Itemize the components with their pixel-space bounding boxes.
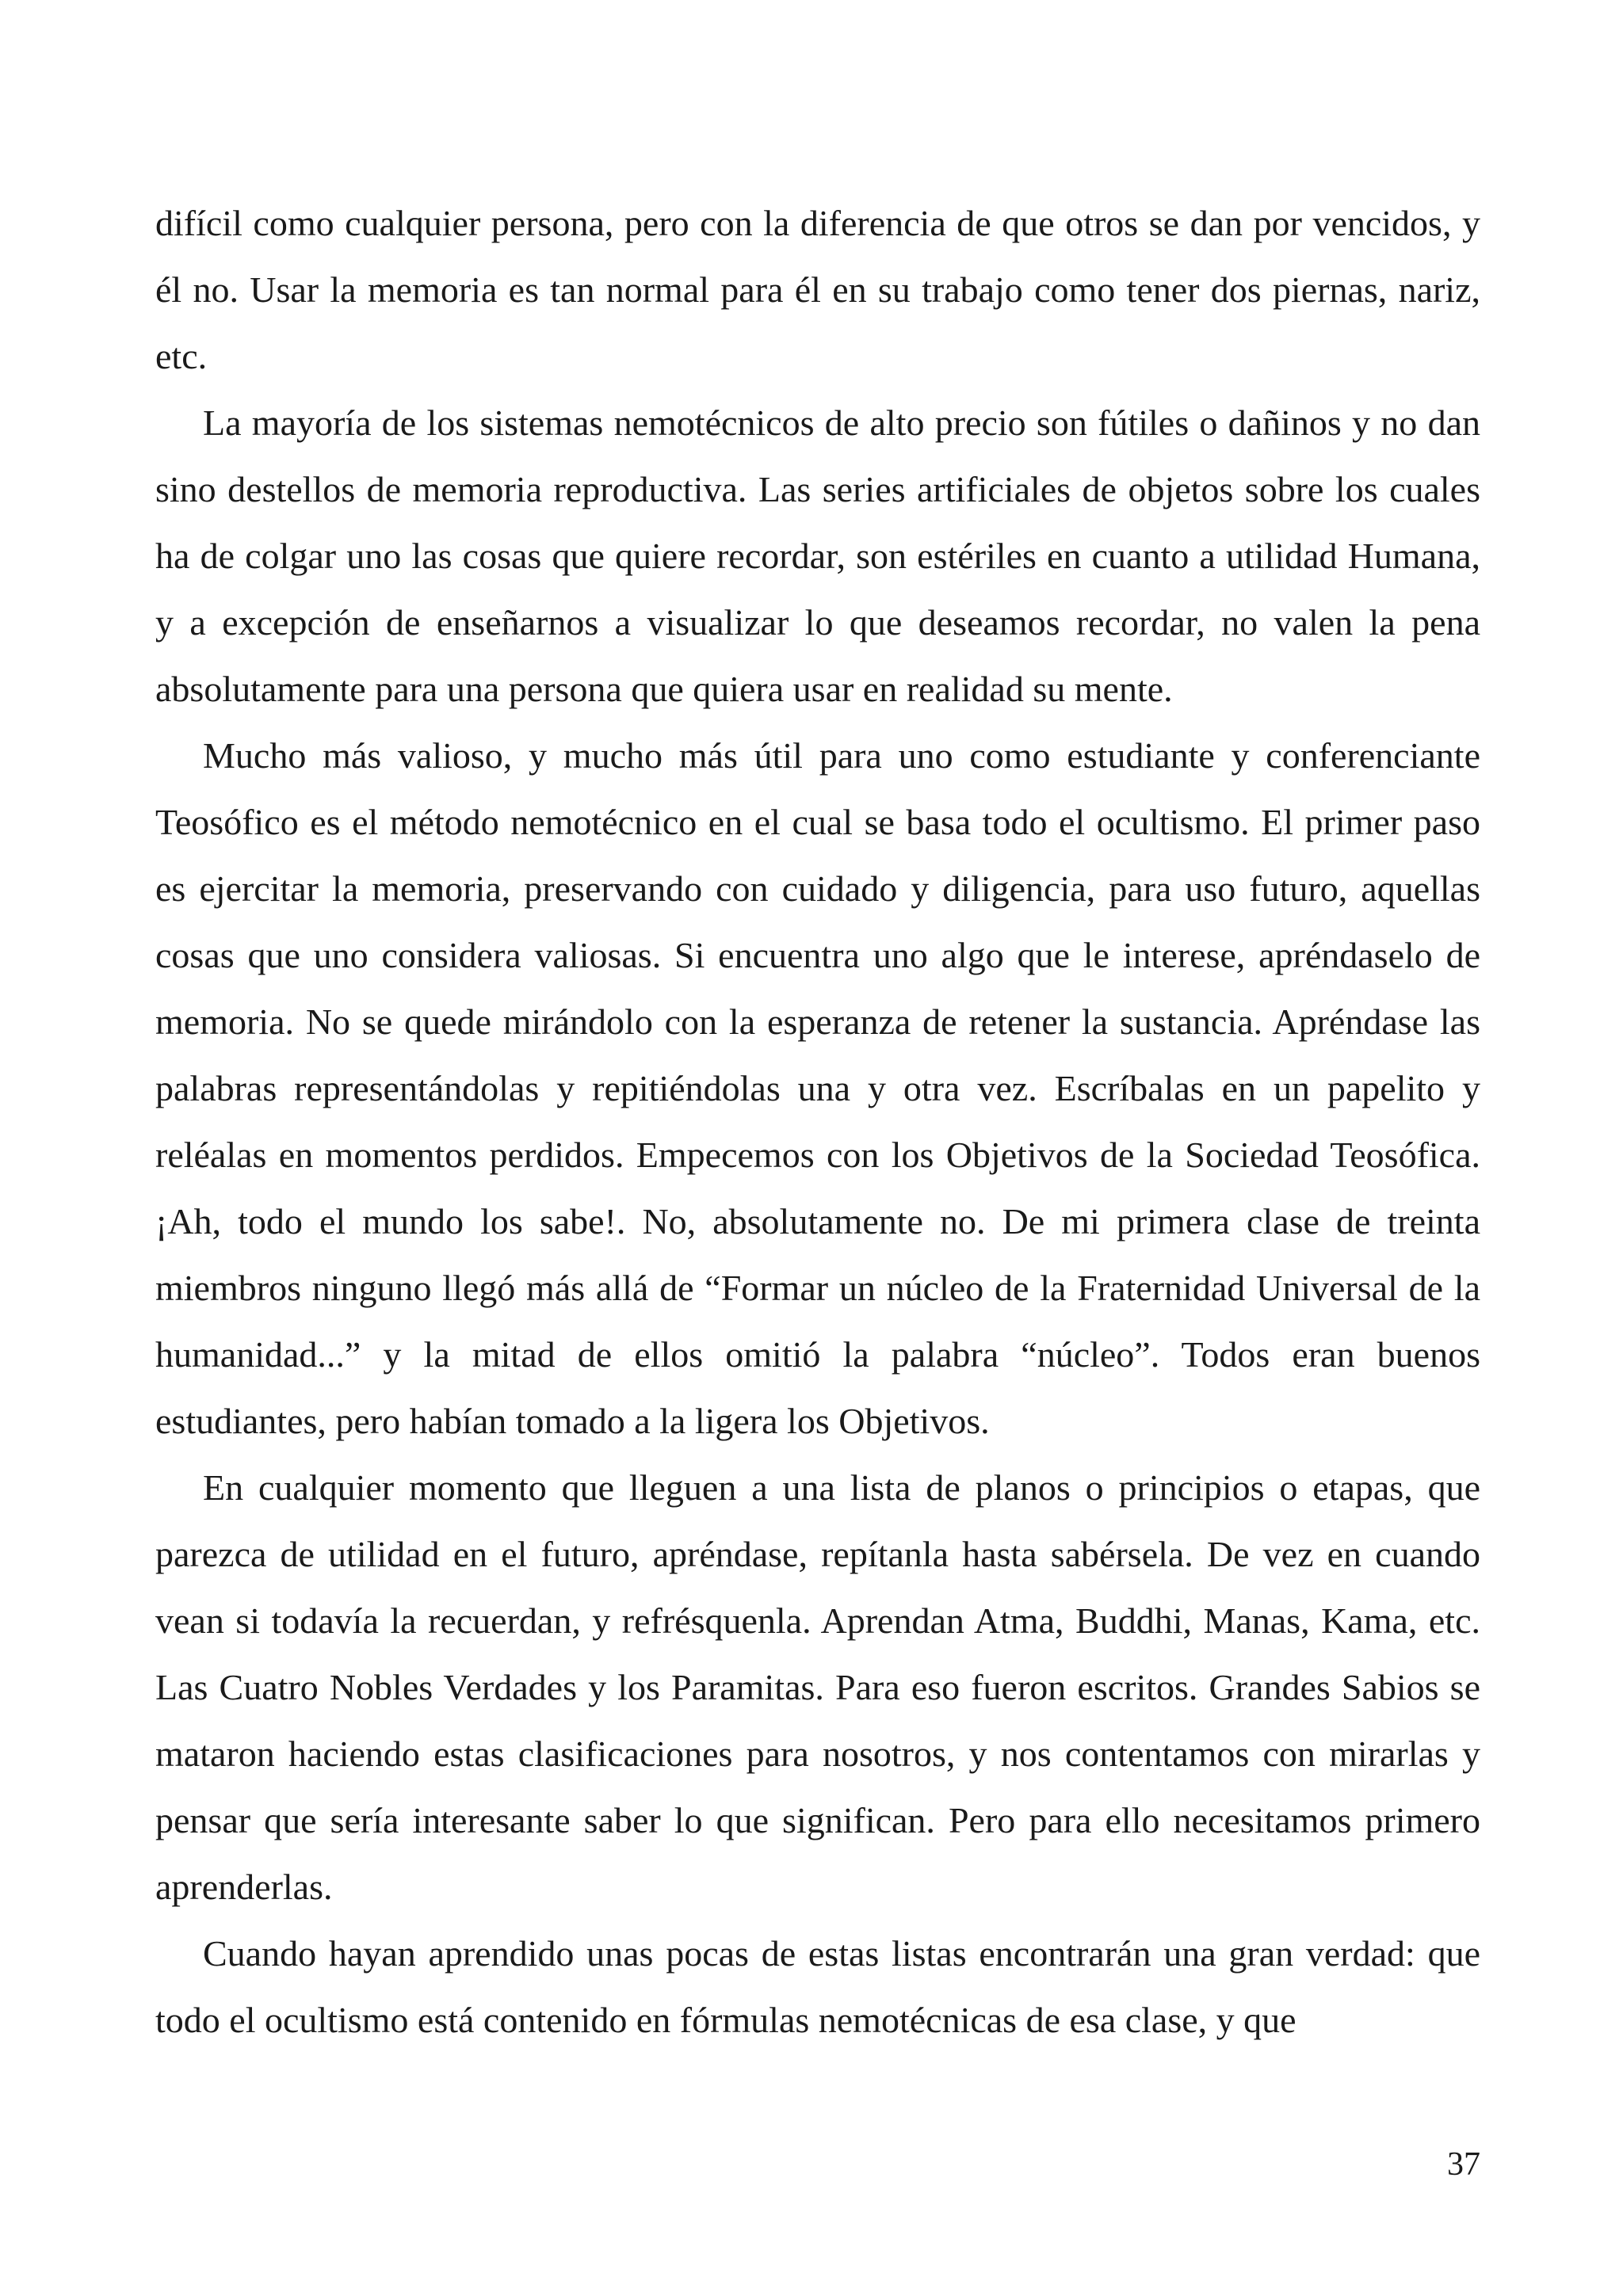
page-number: 37 [1447, 2146, 1480, 2183]
page-body [155, 190, 1480, 2054]
paragraph-4: En cualquier momento que lleguen a una lista de planos o principios o etapas, que parezca de utilidad en el futuro, apréndase, repítanla hasta sabérsela. De vez en cuando vean si todavía la recuerdan, y refrésquenla. Aprendan Atma, Buddhi, Manas, Kama, etc. Las Cuatro Nobles Verdades y los Paramitas. Para eso fueron escritos. Grandes Sabios se mataron haciendo estas clasificaciones para nosotros, y nos contentamos con mirarlas y pensar que sería interesante saber lo que significan. Pero para ello necesitamos primero aprenderlas. [155, 1467, 1480, 1907]
paragraph-3: Mucho más valioso, y mucho más útil para uno como estudiante y conferenciante Teosófico es el método nemotécnico en el cual se basa todo el ocultismo. El primer paso es ejercitar la memoria, preservando con cuidado y diligencia, para uso futuro, aquellas cosas que uno considera valiosas. Si encuentra uno algo que le interese, apréndaselo de memoria. No se quede mirándolo con la esperanza de retener la sustancia. Apréndase las palabras representándolas y repitiéndolas una y otra vez. Escríbalas en un papelito y reléalas en momentos perdidos. Empecemos con los Objetivos de la Sociedad Teosófica. ¡Ah, todo el mundo los sabe!. No, absolutamente no. De mi primera clase de treinta miembros ninguno llegó más allá de “Formar un núcleo de la Fraternidad Universal de la humanidad...” y la mitad de ellos omitió la palabra “núcleo”. Todos eran buenos estudiantes, pero habían tomado a la ligera los Objetivos. [155, 735, 1480, 1441]
paragraph-5: Cuando hayan aprendido unas pocas de estas listas encontrarán una gran verdad: que todo el ocultismo está contenido en fórmulas nemotécnicas de esa clase, y que [155, 1933, 1480, 2040]
paragraph-1: difícil como cualquier persona, pero con la diferencia de que otros se dan por vencidos, y él no. Usar la memoria es tan normal para él en su trabajo como tener dos piernas, nariz, etc. [155, 203, 1480, 376]
paragraph-2: La mayoría de los sistemas nemotécnicos de alto precio son fútiles o dañinos y no dan sino destellos de memoria reproductiva. Las series artificiales de objetos sobre los cuales ha de colgar uno las cosas que quiere recordar, son estériles en cuanto a utilidad Humana, y a excepción de enseñarnos a visualizar lo que deseamos recordar, no valen la pena absolutamente para una persona que quiera usar en realidad su mente. [155, 402, 1480, 709]
